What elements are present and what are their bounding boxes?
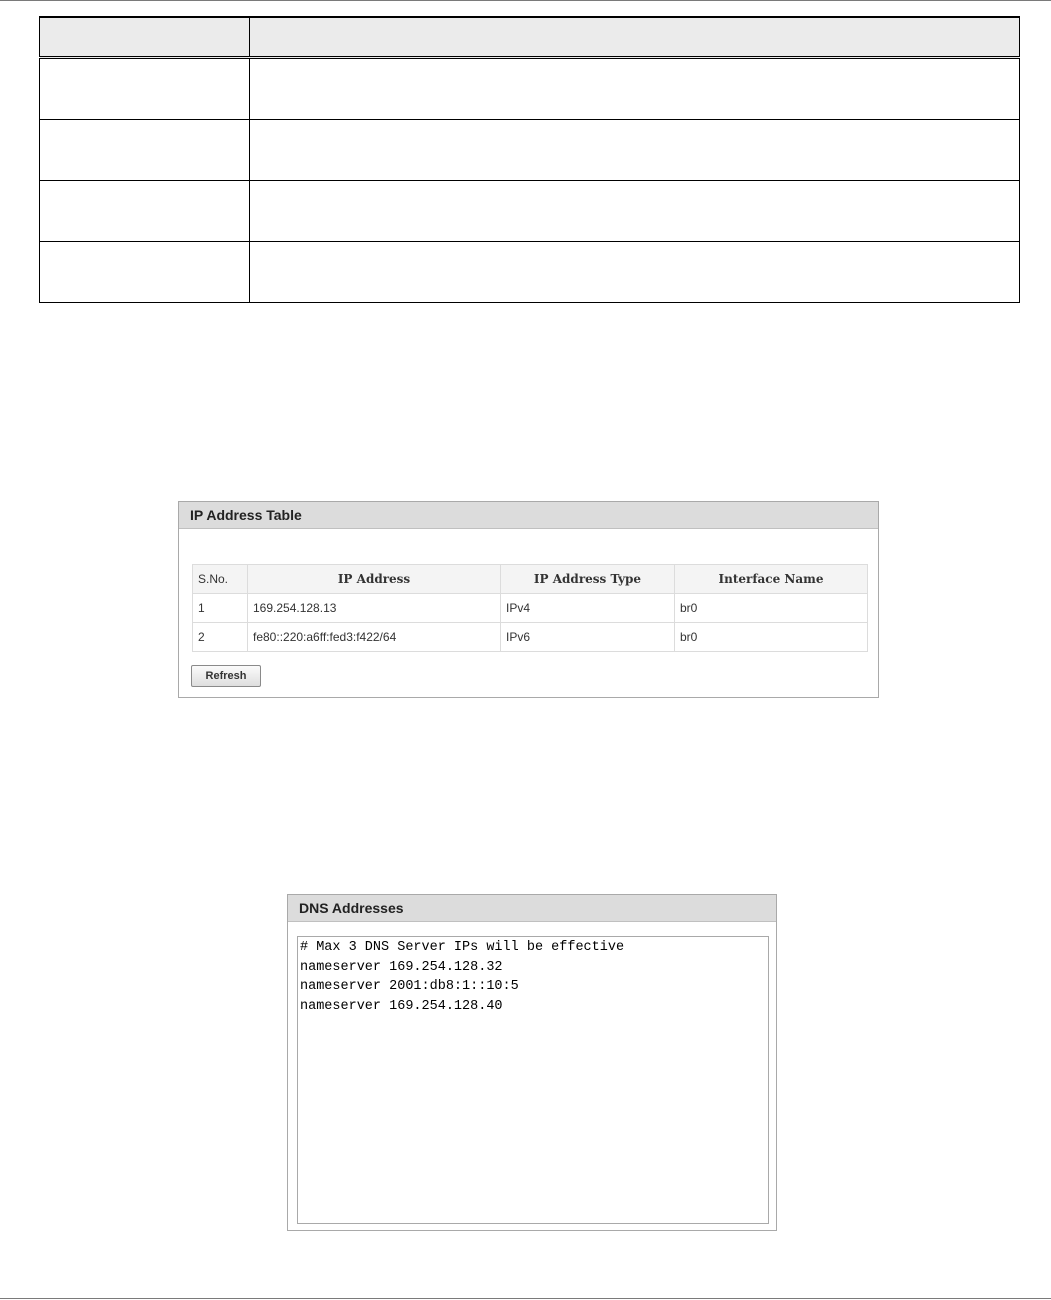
table-row — [193, 623, 868, 652]
dns-addresses-panel — [287, 894, 777, 1231]
ip-address-table-panel — [178, 501, 879, 698]
cell-sno: 1 — [193, 594, 248, 623]
ip-address-table-title: IP Address Table — [179, 502, 878, 529]
doc-table-row — [40, 58, 1020, 120]
cell-sno: 2 — [193, 623, 248, 652]
refresh-button[interactable]: Refresh — [191, 665, 261, 687]
doc-table-row — [40, 120, 1020, 181]
cell-interface-name: br0 — [675, 623, 868, 652]
dns-addresses-title: DNS Addresses — [288, 895, 776, 922]
column-header-interface-name: Interface Name — [675, 565, 868, 594]
top-rule — [0, 0, 1051, 1]
cell-interface-name: br0 — [675, 594, 868, 623]
column-header-ip-address: IP Address — [248, 565, 501, 594]
column-header-sno: S.No. — [193, 565, 248, 594]
ip-table-header-row — [193, 565, 868, 594]
cell-ip-address-type: IPv6 — [501, 623, 675, 652]
cell-ip-address-type: IPv4 — [501, 594, 675, 623]
doc-table-row — [40, 181, 1020, 242]
cell-ip-address: 169.254.128.13 — [248, 594, 501, 623]
dns-addresses-textarea[interactable] — [297, 936, 769, 1224]
column-header-ip-address-type: IP Address Type — [501, 565, 675, 594]
doc-table-row — [40, 242, 1020, 303]
ip-address-table — [192, 564, 868, 652]
doc-table-header — [40, 17, 1020, 58]
document-table — [39, 16, 1020, 303]
table-row — [193, 594, 868, 623]
cell-ip-address: fe80::220:a6ff:fed3:f422/64 — [248, 623, 501, 652]
bottom-rule — [0, 1298, 1051, 1299]
